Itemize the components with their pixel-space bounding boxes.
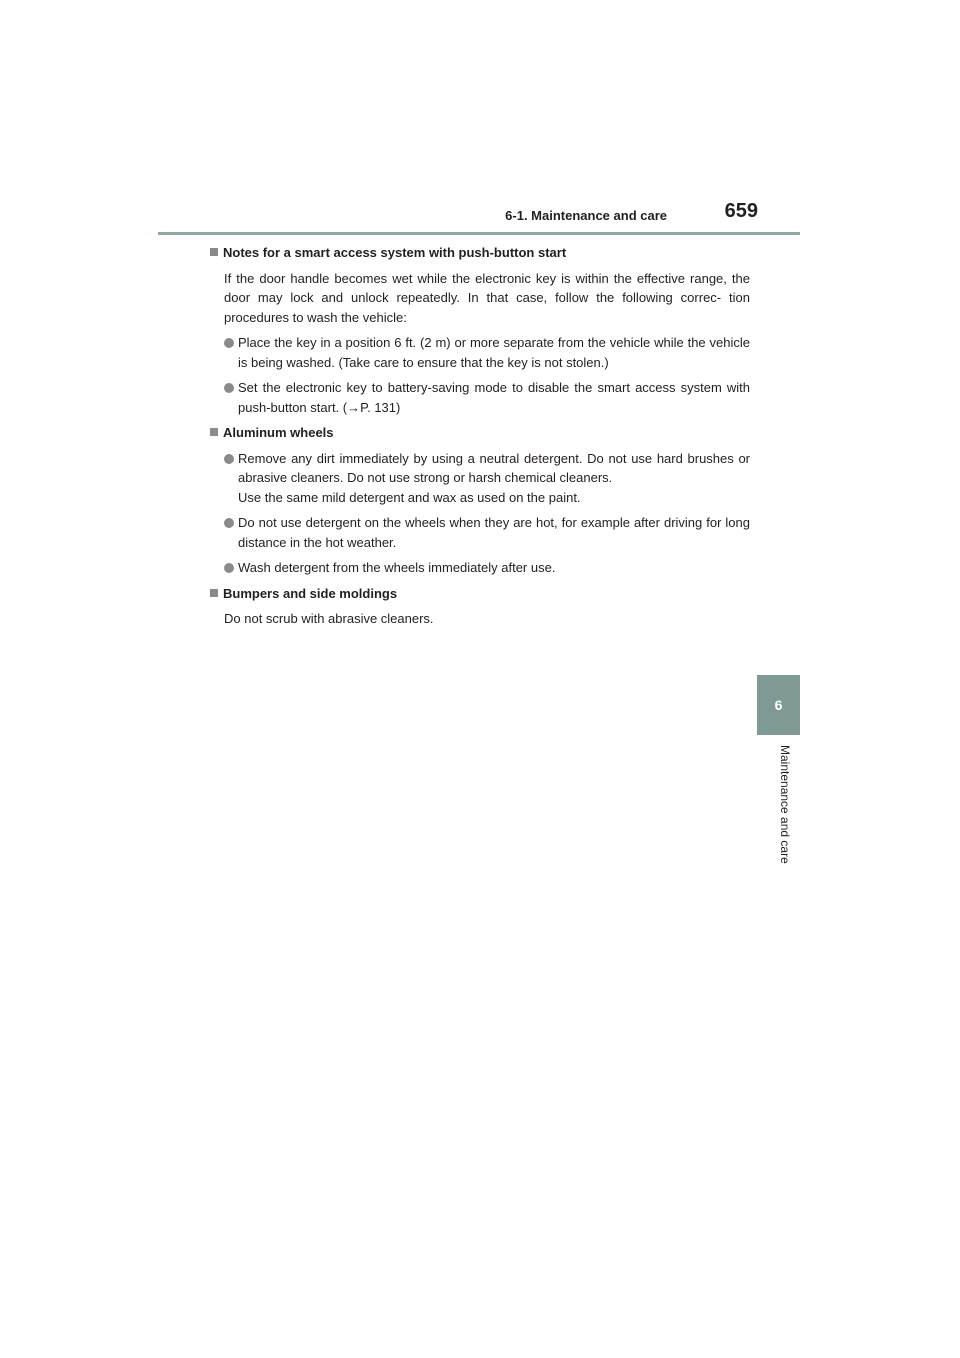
section-heading: Notes for a smart access system with push-button start bbox=[210, 243, 750, 263]
circle-bullet-icon bbox=[224, 563, 234, 573]
chapter-label: Maintenance and care bbox=[778, 745, 792, 864]
chapter-number: 6 bbox=[774, 697, 783, 713]
list-item: Set the electronic key to battery-saving mode to disable the smart access system with push-button start. (→P. 131) bbox=[224, 378, 750, 417]
list-item: Do not use detergent on the wheels when they are hot, for example after driving for long distance in the hot weather. bbox=[224, 513, 750, 552]
list-item: Remove any dirt immediately by using a neutral detergent. Do not use hard brushes or abrasive cleaners. Do not use strong or harsh chemical cleaners. Use the same mild detergent and wax as used on the paint. bbox=[224, 449, 750, 508]
page-content bbox=[210, 243, 750, 635]
square-bullet-icon bbox=[210, 428, 218, 436]
page-number: 659 bbox=[724, 200, 758, 222]
circle-bullet-icon bbox=[224, 454, 234, 464]
paragraph: If the door handle becomes wet while the electronic key is within the effective range, the door may lock and unlock repeatedly. In that case, follow the following correc- tion procedures to wash the vehicle: bbox=[224, 270, 750, 325]
section-heading: Bumpers and side moldings bbox=[210, 584, 750, 604]
section-title: 6-1. Maintenance and care bbox=[505, 208, 667, 223]
chapter-tab bbox=[757, 675, 800, 735]
circle-bullet-icon bbox=[224, 518, 234, 528]
list-item: Wash detergent from the wheels immediately after use. bbox=[224, 558, 750, 578]
paragraph: Do not scrub with abrasive cleaners. bbox=[224, 611, 434, 626]
page-header bbox=[158, 196, 800, 235]
square-bullet-icon bbox=[210, 589, 218, 597]
circle-bullet-icon bbox=[224, 383, 234, 393]
circle-bullet-icon bbox=[224, 338, 234, 348]
square-bullet-icon bbox=[210, 248, 218, 256]
list-item: Place the key in a position 6 ft. (2 m) or more separate from the vehicle while the vehicle is being washed. (Take care to ensure that the key is not stolen.) bbox=[224, 333, 750, 372]
section-heading: Aluminum wheels bbox=[210, 423, 750, 443]
